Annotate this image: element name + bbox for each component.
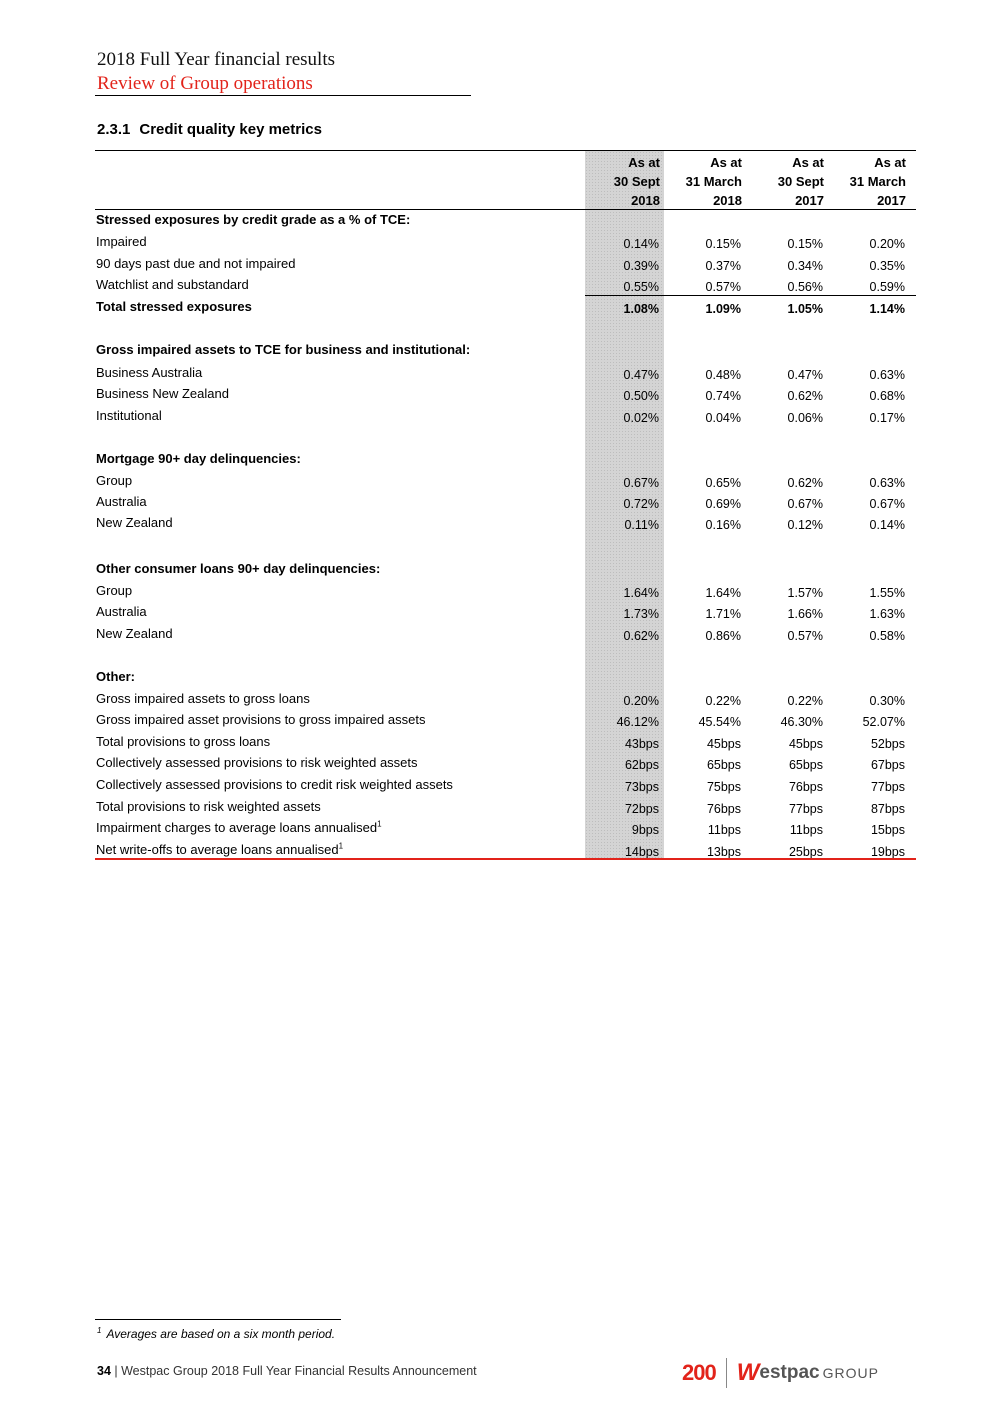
row-label-text: New Zealand	[96, 626, 173, 641]
row-label	[96, 755, 418, 770]
table-cell: 52bps	[870, 737, 905, 751]
row-label	[96, 799, 321, 814]
table-cell: 1.64%	[705, 586, 741, 600]
row-label-text: Business New Zealand	[96, 386, 229, 401]
table-cell: 1.09%	[705, 302, 741, 316]
table-row	[95, 796, 916, 817]
table-top-rule	[95, 150, 916, 151]
table-cell: 73bps	[624, 780, 659, 794]
table-cell: 0.57%	[705, 280, 741, 294]
row-label	[96, 451, 301, 466]
table-row	[95, 253, 916, 274]
column-header	[570, 153, 660, 210]
table-cell: 0.15%	[787, 237, 823, 251]
table-cell: 9bps	[631, 823, 659, 837]
table-cell: 0.58%	[869, 629, 905, 643]
table-cell: 0.02%	[623, 411, 659, 425]
table-cell: 0.37%	[705, 259, 741, 273]
table-cell: 0.67%	[869, 497, 905, 511]
row-label	[96, 342, 470, 357]
row-label	[96, 277, 249, 292]
row-label	[96, 604, 147, 619]
row-label	[96, 777, 453, 792]
table-cell: 1.64%	[623, 586, 659, 600]
table-cell: 0.74%	[705, 389, 741, 403]
row-label-text: Other:	[96, 669, 135, 684]
page-footer	[97, 1364, 477, 1378]
row-label-text: Group	[96, 473, 133, 488]
table-row	[95, 512, 916, 533]
table-cell: 0.22%	[705, 694, 741, 708]
table-cell: 65bps	[788, 758, 823, 772]
table-cell: 75bps	[706, 780, 741, 794]
table-cell: 1.08%	[623, 302, 659, 316]
row-label	[96, 386, 229, 401]
table-row	[95, 405, 916, 426]
row-label-text: Institutional	[96, 408, 162, 423]
table-cell: 0.55%	[623, 280, 659, 294]
table-cell: 67bps	[870, 758, 905, 772]
column-header	[816, 153, 906, 210]
footnote-marker: 1	[97, 1326, 102, 1335]
footnote-ref: 1	[377, 819, 382, 829]
section-title	[97, 121, 322, 138]
group-heading-row	[95, 339, 916, 360]
table-cell: 0.59%	[869, 280, 905, 294]
table-cell: 46.30%	[780, 715, 823, 729]
row-label	[96, 494, 147, 509]
row-label	[96, 561, 380, 576]
table-cell: 19bps	[870, 845, 905, 859]
table-cell: 45.54%	[698, 715, 741, 729]
row-label-text: Watchlist and substandard	[96, 277, 249, 292]
table-cell: 77bps	[788, 802, 823, 816]
table-cell: 0.34%	[787, 259, 823, 273]
group-heading-row	[95, 558, 916, 579]
column-header-line: 31 March	[849, 174, 906, 189]
table-cell: 1.73%	[623, 607, 659, 621]
group-heading-row	[95, 209, 916, 230]
table-cell: 1.57%	[787, 586, 823, 600]
table-cell: 15bps	[870, 823, 905, 837]
table-cell: 0.62%	[787, 389, 823, 403]
column-header-line: As at	[628, 155, 660, 170]
table-cell: 0.11%	[624, 518, 659, 532]
table-cell: 77bps	[870, 780, 905, 794]
row-label	[96, 669, 135, 684]
column-header-line: 30 Sept	[613, 174, 660, 189]
row-label	[96, 212, 410, 227]
table-row	[95, 601, 916, 622]
table-cell: 0.14%	[623, 237, 659, 251]
table-cell: 0.62%	[623, 629, 659, 643]
table-cell: 45bps	[788, 737, 823, 751]
column-header-line: 2017	[795, 193, 824, 208]
logo-group-text: GROUP	[822, 1365, 879, 1381]
table-cell: 65bps	[706, 758, 741, 772]
row-label-text: Australia	[96, 494, 147, 509]
page-number: 34	[97, 1364, 111, 1378]
table-cell: 0.06%	[787, 411, 823, 425]
table-cell: 25bps	[788, 845, 823, 859]
table-cell: 1.63%	[869, 607, 905, 621]
column-header-line: As at	[792, 155, 824, 170]
table-row	[95, 274, 916, 295]
table-cell: 43bps	[624, 737, 659, 751]
table-cell: 0.20%	[623, 694, 659, 708]
row-label	[96, 408, 162, 423]
document-title: 2018 Full Year financial results	[97, 49, 336, 70]
row-label-text: 90 days past due and not impaired	[96, 256, 296, 271]
table-cell: 0.22%	[787, 694, 823, 708]
table-cell: 0.39%	[623, 259, 659, 273]
section-number: 2.3.1	[97, 121, 131, 138]
row-label-text: Collectively assessed provisions to credit risk weighted assets	[96, 777, 453, 792]
table-cell: 14bps	[624, 845, 659, 859]
row-label-text: Other consumer loans 90+ day delinquencies:	[96, 561, 381, 576]
table-row	[95, 774, 916, 795]
table-cell: 0.62%	[787, 476, 823, 490]
row-label-text: Impaired	[96, 234, 147, 249]
row-label-text: Stressed exposures by credit grade as a % of TCE:	[96, 212, 411, 227]
section-title-text: Credit quality key metrics	[139, 121, 322, 138]
table-cell: 0.16%	[705, 518, 741, 532]
table-row	[95, 470, 916, 491]
table-cell: 11bps	[789, 823, 823, 837]
table-row	[95, 580, 916, 601]
table-row	[95, 709, 916, 730]
table-cell: 0.72%	[623, 497, 659, 511]
table-row	[95, 752, 916, 773]
table-cell: 0.57%	[787, 629, 823, 643]
row-label	[96, 691, 310, 706]
logo-separator	[726, 1358, 727, 1388]
table-cell: 76bps	[706, 802, 741, 816]
footer-text: | Westpac Group 2018 Full Year Financial Results Announcement	[114, 1364, 477, 1378]
table-row	[95, 362, 916, 383]
row-label	[96, 515, 173, 530]
row-label-text: Impairment charges to average loans annualised	[96, 820, 378, 835]
row-label-text: Business Australia	[96, 365, 203, 380]
table-cell: 46.12%	[616, 715, 659, 729]
row-label-text: Australia	[96, 604, 147, 619]
table-cell: 52.07%	[862, 715, 905, 729]
table-cell: 0.48%	[705, 368, 741, 382]
row-label-text: Gross impaired assets to TCE for business and institutional:	[96, 342, 471, 357]
row-label-text: Mortgage 90+ day delinquencies:	[96, 451, 301, 466]
row-label-text: Total provisions to gross loans	[96, 734, 271, 749]
westpac-w-icon: W	[736, 1359, 756, 1386]
row-label	[96, 299, 252, 314]
table-row	[95, 623, 916, 644]
table-cell: 0.30%	[869, 694, 905, 708]
row-label	[96, 712, 425, 727]
table-cell: 1.55%	[869, 586, 905, 600]
row-label	[96, 256, 295, 271]
table-cell: 72bps	[624, 802, 659, 816]
table-cell: 13bps	[706, 845, 741, 859]
table-cell: 1.05%	[787, 302, 823, 316]
table-row	[95, 231, 916, 252]
row-label	[96, 626, 173, 641]
logo-wordmark: estpac	[759, 1362, 820, 1383]
table-row	[95, 817, 916, 838]
total-row	[95, 296, 916, 317]
footnote-rule	[95, 1319, 341, 1320]
row-label-text: Group	[96, 583, 133, 598]
table-cell: 0.04%	[705, 411, 741, 425]
table-cell: 0.67%	[787, 497, 823, 511]
footnote-ref: 1	[338, 841, 344, 851]
table-cell: 0.47%	[623, 368, 659, 382]
row-label	[96, 820, 382, 835]
row-label	[96, 583, 132, 598]
table-cell: 0.14%	[869, 518, 905, 532]
table-row	[95, 383, 916, 404]
table-row	[95, 731, 916, 752]
table-cell: 0.12%	[787, 518, 823, 532]
subtotal-rule	[585, 295, 916, 296]
footnote	[97, 1327, 335, 1341]
table-cell: 0.68%	[869, 389, 905, 403]
column-header	[734, 153, 824, 210]
table-cell: 0.20%	[869, 237, 905, 251]
table-cell: 0.47%	[787, 368, 823, 382]
table-cell: 1.14%	[869, 302, 905, 316]
table-cell: 76bps	[788, 780, 823, 794]
row-label-text: Total provisions to risk weighted assets	[96, 799, 321, 814]
row-label	[96, 734, 270, 749]
table-row	[95, 688, 916, 709]
table-cell: 87bps	[870, 802, 905, 816]
document-subtitle: Review of Group operations	[97, 73, 313, 94]
table-cell: 0.65%	[705, 476, 741, 490]
table-bottom-rule	[95, 858, 916, 860]
table-cell: 0.35%	[869, 259, 905, 273]
row-label-text: Gross impaired asset provisions to gross impaired assets	[96, 712, 426, 727]
column-header-line: 2018	[631, 193, 660, 208]
row-label-text: Collectively assessed provisions to risk weighted assets	[96, 755, 418, 770]
column-header-line: 2017	[877, 193, 906, 208]
row-label	[96, 234, 147, 249]
table-cell: 0.15%	[705, 237, 741, 251]
group-heading-row	[95, 666, 916, 687]
footnote-text: Averages are based on a six month period.	[106, 1327, 336, 1341]
row-label-text: New Zealand	[96, 515, 173, 530]
column-header-line: 30 Sept	[777, 174, 824, 189]
table-cell: 0.63%	[869, 368, 905, 382]
bicentenary-mark: 200	[682, 1360, 716, 1385]
table-cell: 1.71%	[705, 607, 741, 621]
group-heading-row	[95, 448, 916, 469]
row-label-text: Gross impaired assets to gross loans	[96, 691, 310, 706]
row-label	[96, 473, 132, 488]
column-header-line: As at	[874, 155, 906, 170]
row-label	[96, 365, 202, 380]
table-cell: 1.66%	[787, 607, 823, 621]
column-header	[652, 153, 742, 210]
column-header-line: As at	[710, 155, 742, 170]
table-cell: 0.63%	[869, 476, 905, 490]
column-header-line: 2018	[713, 193, 742, 208]
row-label-text: Net write-offs to average loans annualised	[96, 842, 339, 857]
table-cell: 45bps	[706, 737, 741, 751]
header-rule	[95, 95, 471, 96]
table-cell: 11bps	[707, 823, 741, 837]
westpac-group-logo	[682, 1356, 879, 1390]
table-cell: 0.86%	[705, 629, 741, 643]
table-row	[95, 839, 916, 860]
table-cell: 0.17%	[869, 411, 905, 425]
table-cell: 0.67%	[623, 476, 659, 490]
table-cell: 0.69%	[705, 497, 741, 511]
table-cell: 0.50%	[623, 389, 659, 403]
column-header-line: 31 March	[685, 174, 742, 189]
table-row	[95, 491, 916, 512]
table-cell: 62bps	[624, 758, 659, 772]
row-label	[96, 842, 343, 857]
table-cell: 0.56%	[787, 280, 823, 294]
row-label-text: Total stressed exposures	[96, 299, 252, 314]
